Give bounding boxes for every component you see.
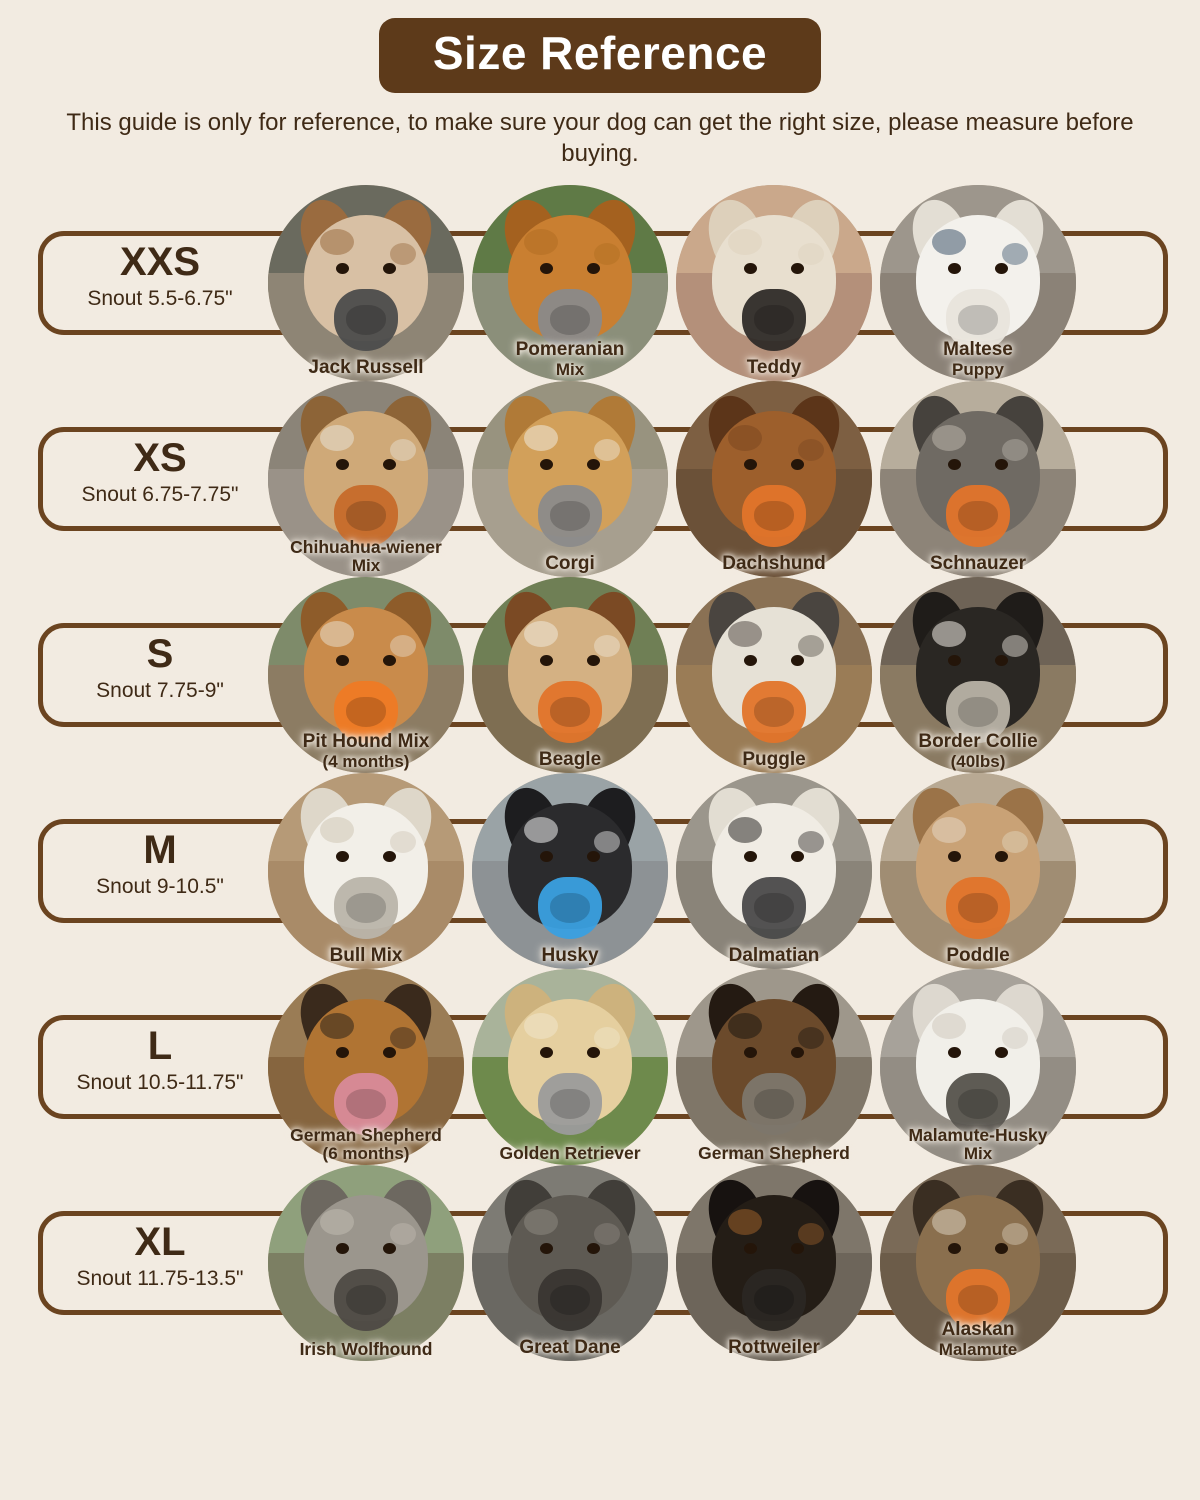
dog-name: Beagle (538, 749, 602, 771)
dog-name-caption (462, 554, 678, 575)
dog-photo (268, 773, 464, 969)
dog-card (268, 577, 464, 773)
dog-card (676, 773, 872, 969)
size-label-group (44, 1221, 276, 1291)
dog-name: Jack Russell (308, 357, 424, 379)
size-name: S (146, 631, 174, 676)
size-row (0, 1165, 1200, 1361)
dog-card (472, 577, 668, 773)
photo-scenery (676, 577, 872, 773)
size-label-group (44, 829, 276, 899)
dog-card (880, 381, 1076, 577)
photo-scenery (880, 773, 1076, 969)
dog-name: Alaskan (941, 1319, 1015, 1341)
dog-name-sub: Mix (963, 1143, 993, 1163)
size-name: XS (133, 435, 187, 480)
dog-card (880, 1165, 1076, 1361)
size-snout-range: Snout 5.5-6.75" (87, 286, 233, 310)
photo-scenery (472, 381, 668, 577)
dog-name-sub: (6 months) (322, 1143, 410, 1163)
dog-card (676, 185, 872, 381)
dog-name-caption (870, 554, 1086, 575)
dog-photo-group (268, 185, 1178, 381)
dog-name: Bull Mix (329, 945, 403, 967)
dog-card (268, 185, 464, 381)
dog-card (880, 773, 1076, 969)
dog-name-caption (258, 946, 474, 967)
photo-scenery (268, 773, 464, 969)
dog-name: Border Collie (918, 731, 1038, 753)
dog-name-sub: Mix (351, 555, 381, 575)
dog-name-caption (462, 1338, 678, 1359)
size-row (0, 185, 1200, 381)
dog-photo-group (268, 969, 1178, 1165)
page-title: Size Reference (379, 18, 821, 93)
size-name: L (147, 1023, 173, 1068)
dog-name-caption (870, 946, 1086, 967)
dog-photo (880, 381, 1076, 577)
dog-name: Husky (541, 945, 599, 967)
size-snout-range: Snout 6.75-7.75" (81, 482, 239, 506)
dog-name-caption (666, 554, 882, 575)
size-name: M (143, 827, 177, 872)
dog-name: German Shepherd (698, 1143, 850, 1164)
dog-name-caption (462, 946, 678, 967)
dog-name-sub: Puppy (952, 359, 1004, 379)
dog-name-caption (258, 1340, 474, 1359)
dog-name: Irish Wolfhound (299, 1339, 433, 1360)
dog-name-caption (666, 1144, 882, 1163)
dog-name-sub: (4 months) (322, 751, 410, 771)
dog-photo (472, 969, 668, 1165)
dog-name: Poddle (946, 945, 1010, 967)
size-name: XL (134, 1219, 186, 1264)
dog-name: Pit Hound Mix (302, 731, 430, 753)
dog-photo-group (268, 577, 1178, 773)
size-snout-range: Snout 11.75-13.5" (76, 1266, 244, 1290)
dog-name-caption (870, 340, 1086, 379)
dog-card (472, 185, 668, 381)
dog-name-caption (462, 340, 678, 379)
dog-name-sub: Mix (555, 359, 585, 379)
photo-scenery (676, 773, 872, 969)
dog-card (676, 381, 872, 577)
dog-photo (676, 1165, 872, 1361)
title-wrapper (0, 0, 1200, 93)
photo-scenery (472, 577, 668, 773)
photo-scenery (472, 969, 668, 1165)
dog-photo (676, 773, 872, 969)
dog-name: Golden Retriever (499, 1143, 641, 1164)
dog-name-caption (462, 1144, 678, 1163)
dog-name-caption (258, 358, 474, 379)
size-row (0, 577, 1200, 773)
dog-name: Pomeranian (515, 339, 625, 361)
photo-scenery (268, 185, 464, 381)
dog-name: Dachshund (722, 553, 826, 575)
photo-scenery (880, 381, 1076, 577)
dog-photo (268, 185, 464, 381)
photo-scenery (676, 185, 872, 381)
dog-name-caption (462, 750, 678, 771)
dog-photo (676, 577, 872, 773)
size-label-group (44, 241, 276, 311)
size-row (0, 969, 1200, 1165)
photo-scenery (472, 773, 668, 969)
dog-photo (472, 1165, 668, 1361)
dog-name: Maltese (943, 339, 1013, 361)
size-snout-range: Snout 7.75-9" (96, 678, 224, 702)
size-label-group (44, 1025, 276, 1095)
size-name: XXS (119, 239, 201, 284)
dog-name: Puggle (742, 749, 806, 771)
dog-name-caption (870, 732, 1086, 771)
dog-photo-group (268, 1165, 1178, 1361)
dog-card (268, 1165, 464, 1361)
size-label-group (44, 437, 276, 507)
dog-name-caption (666, 1338, 882, 1359)
dog-name: Teddy (746, 357, 802, 379)
dog-name: Dalmatian (728, 945, 820, 967)
dog-photo (472, 381, 668, 577)
dog-name-caption (258, 732, 474, 771)
photo-scenery (472, 1165, 668, 1361)
dog-card (268, 381, 464, 577)
dog-card (472, 1165, 668, 1361)
dog-name: Rottweiler (728, 1337, 820, 1359)
dog-name-sub: (40lbs) (950, 751, 1006, 771)
dog-card (880, 969, 1076, 1165)
photo-scenery (676, 969, 872, 1165)
dog-photo (880, 773, 1076, 969)
size-snout-range: Snout 9-10.5" (96, 874, 224, 898)
dog-photo (676, 969, 872, 1165)
size-row (0, 773, 1200, 969)
photo-scenery (676, 1165, 872, 1361)
dog-photo-group (268, 381, 1178, 577)
dog-name: German Shepherd (290, 1124, 442, 1145)
dog-card (472, 773, 668, 969)
dog-name-caption (258, 1126, 474, 1163)
dog-card (472, 381, 668, 577)
dog-photo (676, 381, 872, 577)
dog-name: Schnauzer (929, 553, 1027, 575)
size-snout-range: Snout 10.5-11.75" (76, 1070, 244, 1094)
size-rows (0, 185, 1200, 1361)
dog-card (880, 577, 1076, 773)
dog-name-caption (258, 538, 474, 575)
dog-card (268, 969, 464, 1165)
dog-name: Chihuahua-wiener (290, 536, 442, 557)
dog-photo-group (268, 773, 1178, 969)
dog-name-caption (870, 1320, 1086, 1359)
dog-photo (472, 773, 668, 969)
dog-name: Corgi (545, 553, 595, 575)
dog-photo (676, 185, 872, 381)
dog-name-caption (666, 750, 882, 771)
dog-card (676, 969, 872, 1165)
dog-card (676, 1165, 872, 1361)
dog-photo (268, 1165, 464, 1361)
dog-name-sub: Malamute (938, 1339, 1018, 1359)
dog-card (268, 773, 464, 969)
size-row (0, 381, 1200, 577)
dog-name: Great Dane (519, 1337, 621, 1359)
dog-name-caption (666, 946, 882, 967)
photo-scenery (268, 1165, 464, 1361)
dog-name: Malamute-Husky (908, 1124, 1048, 1145)
dog-card (472, 969, 668, 1165)
photo-scenery (676, 381, 872, 577)
dog-card (880, 185, 1076, 381)
page-subtitle: This guide is only for reference, to make sure your dog can get the right size, please measure before buying. (66, 108, 1134, 167)
dog-card (676, 577, 872, 773)
dog-name-caption (870, 1126, 1086, 1163)
dog-photo (472, 577, 668, 773)
dog-name-caption (666, 358, 882, 379)
size-label-group (44, 633, 276, 703)
